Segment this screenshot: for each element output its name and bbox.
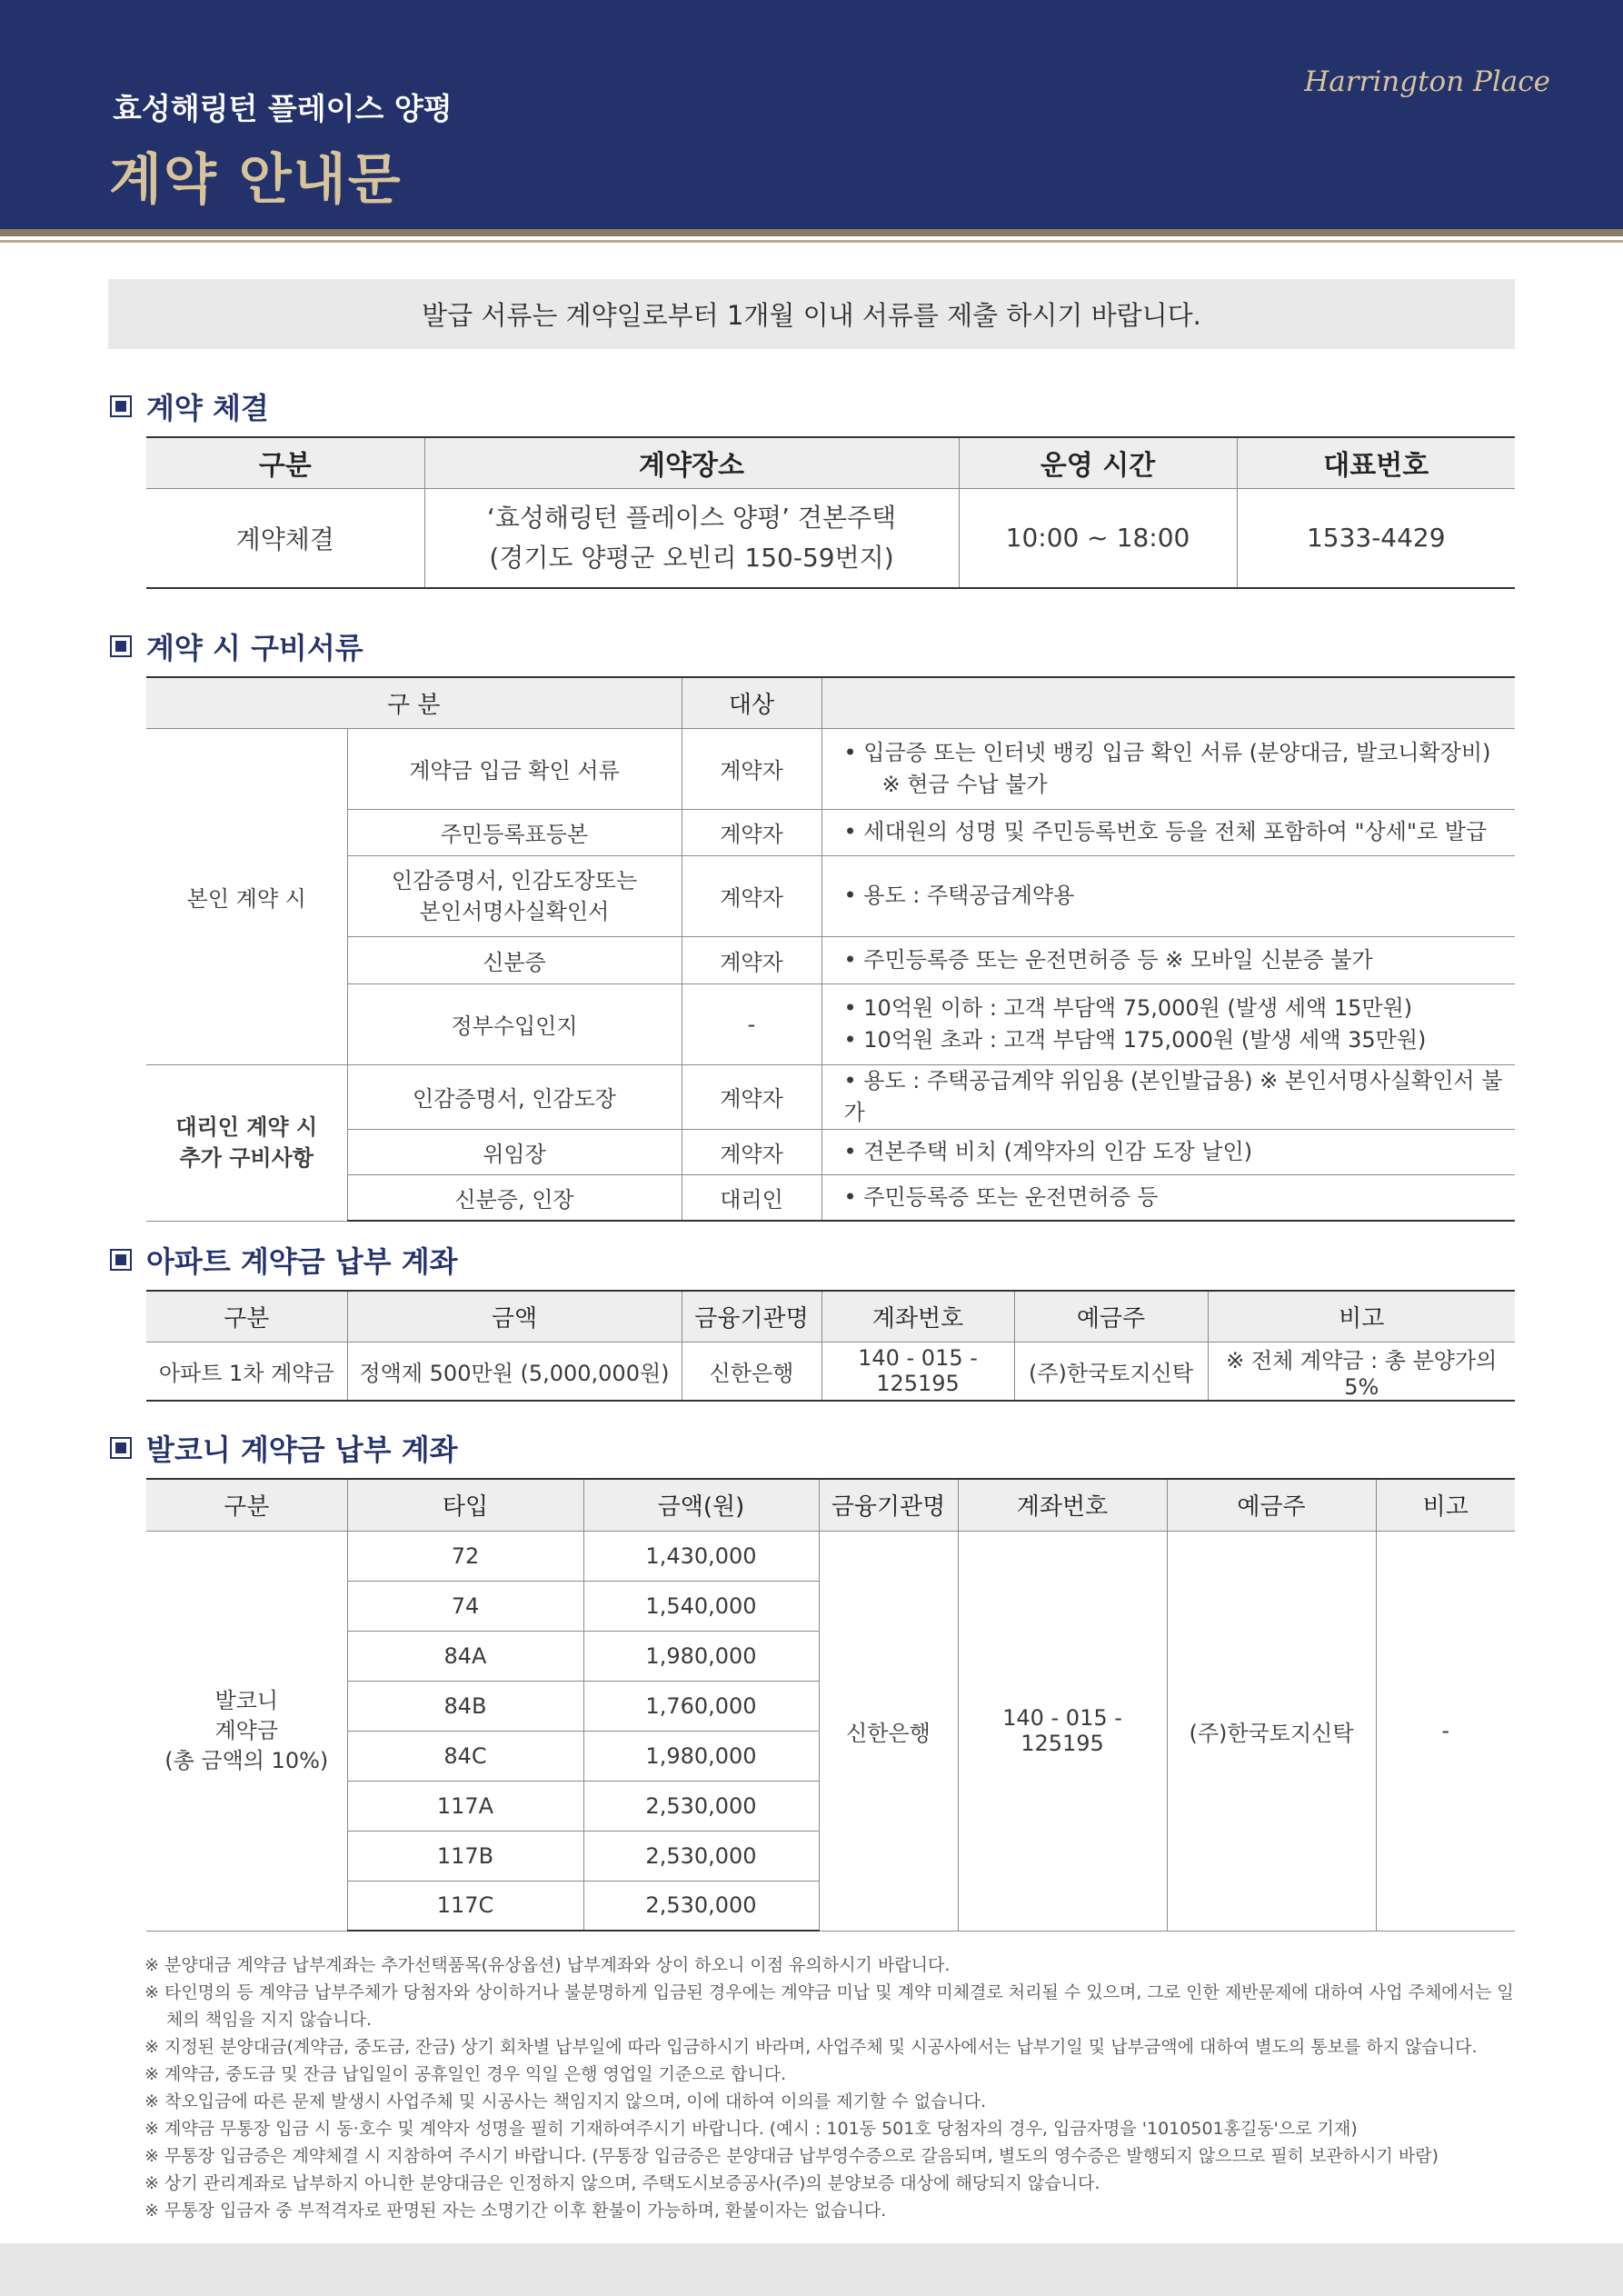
balcony-type: 117C [347,1881,583,1931]
balcony-amount: 1,540,000 [583,1581,819,1631]
note-item: ※ 상기 관리계좌로 납부하지 아니한 분양대금은 인정하지 않으며, 주택도시보증공사(주)의 분양보증 대상에 해당되지 않습니다. [144,2173,1100,2193]
section-title-text: 아파트 계약금 납부 계좌 [146,1244,458,1279]
header-cell: 금융기관명 [682,1291,821,1342]
doc-name: 신분증 [347,936,682,983]
section-title-text: 계약 체결 [146,391,269,425]
table-header-row [146,1291,1515,1342]
location-line: (경기도 양평군 오빈리 150-59번지) [489,542,894,573]
section-title-text: 발코니 계약금 납부 계좌 [146,1433,458,1467]
balcony-amount: 1,980,000 [583,1631,819,1681]
section-title-apt-account [110,1239,458,1281]
balcony-type: 74 [347,1581,583,1631]
table-row [146,855,1515,936]
apt-bank: 신한은행 [682,1342,821,1401]
table-row [146,809,1515,855]
contract-category: 계약체결 [146,488,424,588]
balcony-amount: 1,430,000 [583,1531,819,1581]
table-row [146,1174,1515,1221]
header-cell: 운영 시간 [959,437,1237,488]
balcony-label-line: (총 금액의 10%) [164,1747,329,1773]
doc-target: 계약자 [682,1064,821,1129]
doc-name-line: 본인서명사실확인서 [419,898,610,924]
apt-remark: ※ 전체 계약금 : 총 분양가의 5% [1208,1342,1515,1401]
desc-line: • 용도 : 주택공급계약 위임용 (본인발급용) ※ 본인서명사실확인서 불가 [843,1067,1503,1125]
proxy-label-line: 대리인 계약 시 [175,1114,318,1140]
balcony-amount: 1,980,000 [583,1731,819,1781]
location-line: ‘효성해링턴 플레이스 양평’ 견본주택 [486,502,897,533]
table-row [146,936,1515,983]
square-bullet-icon [110,1437,132,1459]
doc-desc [821,728,1515,809]
desc-line: • 세대원의 성명 및 주민등록번호 등을 전체 포함하여 "상세"로 발급 [843,819,1488,844]
doc-name: 위임장 [347,1129,682,1174]
header-cell: 계약장소 [424,437,959,488]
doc-name-line: 인감증명서, 인감도장또는 [391,867,638,893]
desc-line: • 견본주택 비치 (계약자의 인감 도장 날인) [843,1138,1253,1164]
doc-desc [821,855,1515,936]
header-cell [821,677,1515,728]
balcony-type: 72 [347,1531,583,1581]
doc-target: 계약자 [682,809,821,855]
table-row [146,1531,1515,1581]
page-title: 계약 안내문 [109,148,403,212]
table-row [146,1129,1515,1174]
square-bullet-icon [110,635,132,657]
table-row [146,728,1515,809]
table-header-row [146,677,1515,728]
doc-name [347,855,682,936]
balcony-holder: (주)한국토지신탁 [1167,1531,1376,1931]
apt-holder: (주)한국토지신탁 [1014,1342,1208,1401]
header-subtitle: 효성해링턴 플레이스 양평 [113,91,453,126]
brand-logo: Harrington Place [1304,65,1550,98]
doc-target: 계약자 [682,1129,821,1174]
balcony-amount: 1,760,000 [583,1681,819,1731]
section-title-documents [110,625,363,667]
notes-list [144,1952,1517,2224]
desc-line: • 주민등록증 또는 운전면허증 등 ※ 모바일 신분증 불가 [843,946,1373,973]
doc-name: 계약금 입금 확인 서류 [347,728,682,809]
doc-desc [821,983,1515,1064]
doc-desc [821,1064,1515,1129]
doc-target: - [682,983,821,1064]
doc-target: 계약자 [682,728,821,809]
balcony-amount: 2,530,000 [583,1881,819,1931]
apt-amount: 정액제 500만원 (5,000,000원) [347,1342,682,1401]
section-title-contract [110,385,269,427]
self-contract-label: 본인 계약 시 [146,728,347,1064]
balcony-type: 84C [347,1731,583,1781]
balcony-account-number: 140 - 015 - 125195 [958,1531,1167,1931]
contract-phone: 1533-4429 [1237,488,1515,588]
header-cell: 대상 [682,677,821,728]
header-cell: 계좌번호 [821,1291,1014,1342]
documents-table [146,676,1515,1222]
doc-name: 신분증, 인장 [347,1174,682,1221]
header-cell: 계좌번호 [958,1479,1167,1531]
contract-location [424,488,959,588]
note-item: ※ 계약금, 중도금 및 잔금 납입일이 공휴일인 경우 익일 은행 영업일 기준으로 합니다. [144,2064,787,2084]
header-cell: 금융기관명 [819,1479,958,1531]
note-item: ※ 착오입금에 따른 문제 발생시 사업주체 및 시공사는 책임지지 않으며, 이에 대하여 이의를 제기할 수 없습니다. [144,2091,987,2111]
contract-hours: 10:00 ~ 18:00 [959,488,1237,588]
header-cell: 구 분 [146,677,682,728]
header-cell: 대표번호 [1237,437,1515,488]
balcony-label-line: 발코니 [214,1687,279,1713]
proxy-label-line: 추가 구비사항 [179,1145,314,1171]
balcony-remark: - [1376,1531,1515,1931]
doc-desc [821,1174,1515,1221]
table-header-row [146,1479,1515,1531]
desc-line: ※ 현금 수납 불가 [881,771,1048,797]
table-row [146,488,1515,588]
table-header-row [146,437,1515,488]
doc-name: 인감증명서, 인감도장 [347,1064,682,1129]
proxy-contract-label [146,1064,347,1221]
desc-line: • 10억원 이하 : 고객 부담액 75,000원 (발생 세액 15만원) [843,994,1413,1021]
section-title-balcony-account [110,1427,458,1469]
header-cell: 구분 [146,1291,347,1342]
balcony-bank: 신한은행 [819,1531,958,1931]
table-row [146,1064,1515,1129]
header-cell: 금액(원) [583,1479,819,1531]
header-cell: 타입 [347,1479,583,1531]
apt-category: 아파트 1차 계약금 [146,1342,347,1401]
header-cell: 예금주 [1167,1479,1376,1531]
balcony-type: 117B [347,1831,583,1881]
apt-account-number: 140 - 015 - 125195 [821,1342,1014,1401]
apt-account-table [146,1290,1515,1402]
header-divider-thin [0,240,1623,243]
note-item: ※ 계약금 무통장 입금 시 동·호수 및 계약자 성명을 필히 기재하여주시기 바랍니다. (예시 : 101동 501호 당첨자의 경우, 입금자명을 '1010501홍길동'으로 기재) [144,2119,1358,2139]
balcony-label [146,1531,347,1931]
balcony-amount: 2,530,000 [583,1831,819,1881]
desc-line: • 10억원 초과 : 고객 부담액 175,000원 (발생 세액 35만원) [843,1026,1427,1053]
table-row [146,983,1515,1064]
square-bullet-icon [110,395,132,417]
note-item: ※ 분양대금 계약금 납부계좌는 추가선택품목(유상옵션) 납부계좌와 상이 하오니 이점 유의하시기 바랍니다. [144,1955,951,1975]
header-cell: 구분 [146,437,424,488]
square-bullet-icon [110,1249,132,1271]
doc-target: 계약자 [682,936,821,983]
note-item: ※ 무통장 입금자 중 부적격자로 판명된 자는 소명기간 이후 환불이 가능하며, 환불이자는 없습니다. [144,2201,887,2221]
balcony-label-line: 계약금 [214,1717,279,1743]
header-cell: 구분 [146,1479,347,1531]
table-row [146,1342,1515,1401]
section-title-text: 계약 시 구비서류 [146,631,363,665]
balcony-type: 84A [347,1631,583,1681]
doc-desc [821,809,1515,855]
doc-desc [821,1129,1515,1174]
header-cell: 비고 [1208,1291,1515,1342]
header-cell: 금액 [347,1291,682,1342]
desc-line: • 용도 : 주택공급계약용 [843,883,1075,908]
balcony-type: 117A [347,1781,583,1831]
balcony-amount: 2,530,000 [583,1781,819,1831]
header-cell: 예금주 [1014,1291,1208,1342]
desc-line: • 입금증 또는 인터넷 뱅킹 입금 확인 서류 (분양대금, 발코니확장비) [843,739,1491,765]
balcony-type: 84B [347,1681,583,1731]
doc-name: 주민등록표등본 [347,809,682,855]
header-banner [0,0,1623,229]
doc-name: 정부수입인지 [347,983,682,1064]
notice-banner: 발급 서류는 계약일로부터 1개월 이내 서류를 제출 하시기 바랍니다. [108,279,1515,349]
desc-line: • 주민등록증 또는 운전면허증 등 [843,1183,1159,1210]
note-item: ※ 무통장 입금증은 계약체결 시 지참하여 주시기 바랍니다. (무통장 입금증은 분양대금 납부영수증으로 갈음되며, 별도의 영수증은 발행되지 않으므로 필히 보관하시기 바람) [144,2146,1439,2166]
header-divider [0,229,1623,236]
note-item: ※ 지정된 분양대금(계약금, 중도금, 잔금) 상기 회차별 납부일에 따라 입금하시기 바라며, 사업주체 및 시공사에서는 납부기일 및 납부금액에 대하여 별도의 통보를 하지 않습니다. [144,2037,1478,2057]
note-item: ※ 타인명의 등 계약금 납부주체가 당첨자와 상이하거나 불분명하게 입금된 경우에는 계약금 미납 및 계약 미체결로 처리될 수 있으며, 그로 인한 제반문제에 대하여 사업 주체에서는 일체의 책임을 지지 않습니다. [144,1982,1514,2030]
balcony-account-table [146,1478,1515,1932]
doc-target: 계약자 [682,855,821,936]
footer-band [0,2243,1623,2296]
header-cell: 비고 [1376,1479,1515,1531]
doc-desc [821,936,1515,983]
doc-target: 대리인 [682,1174,821,1221]
contract-table [146,436,1515,589]
